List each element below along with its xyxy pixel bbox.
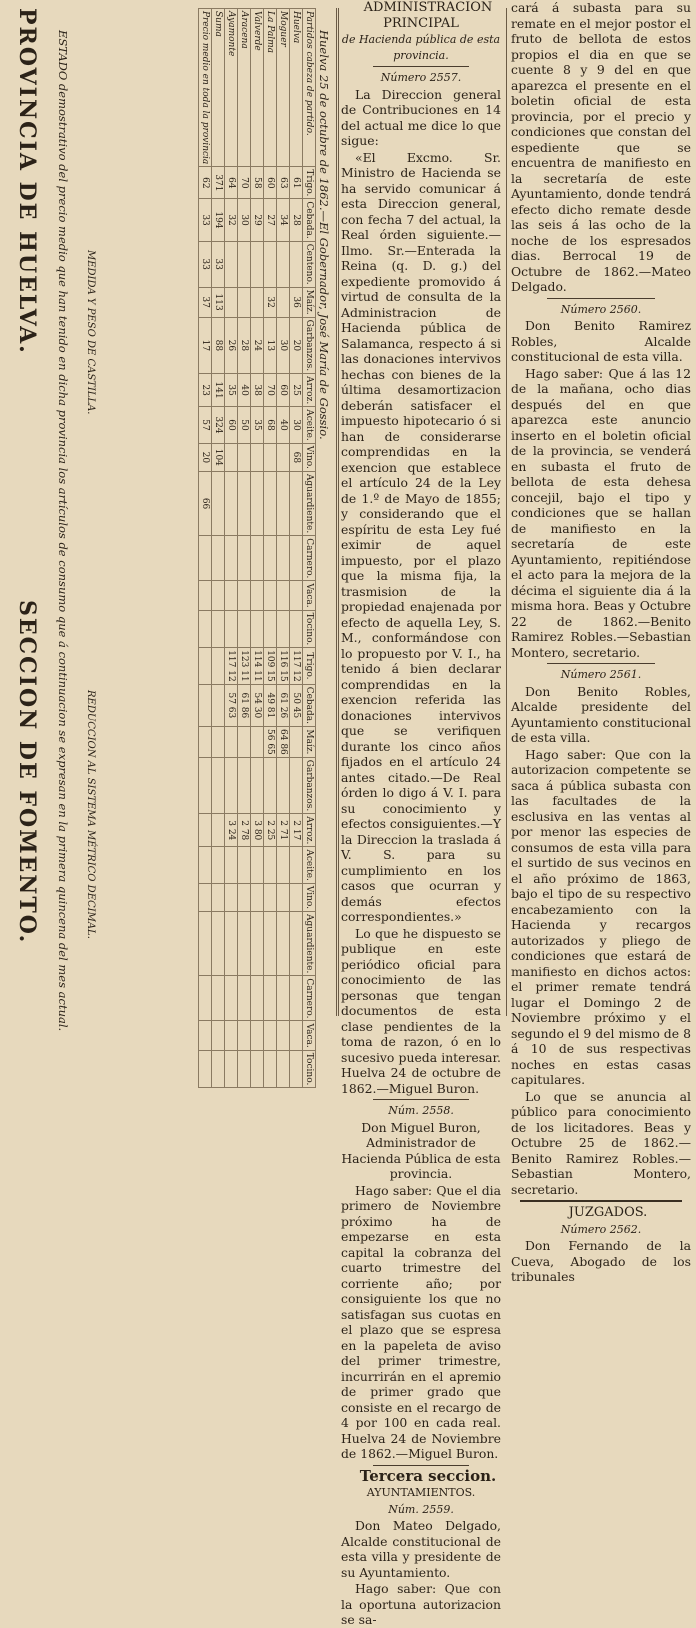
table-cell	[199, 1021, 212, 1050]
table-cell: 30	[277, 317, 290, 373]
notice-2561-body: Hago saber: Que con la autorizacion competente se saca á pública subasta con las facultades de la esclusiva en las ventas al por menor las especies de consumos de esta villa para el surtido de sus vecinos en el año próximo de 1863, bajo el tipo de su respectivo encabezamiento con la Hacienda y recargos autorizados y pliego de condiciones que estará de manifiesto en dichos actos: el primer remate tendrá lugar el Domingo 2 de Noviembre próximo y el segundo el 9 del mismo de 8 á 10 de sus respectivas noches en estas casas capitulares.	[511, 746, 691, 1087]
notice-number-2557: Número 2557.	[380, 71, 462, 84]
table-cell	[277, 912, 290, 976]
table-cell	[212, 847, 225, 884]
table-cell	[277, 883, 290, 911]
table-cell: 40	[238, 374, 251, 407]
table-cell	[199, 727, 212, 758]
divider	[547, 298, 655, 299]
table-cell	[251, 471, 264, 535]
column-header: Aguardiente.	[303, 912, 316, 976]
table-cell	[225, 471, 238, 535]
table-cell: 38	[251, 374, 264, 407]
table-cell	[290, 581, 303, 610]
table-cell	[290, 883, 303, 911]
table-cell	[290, 1021, 303, 1050]
table-cell: 70	[264, 374, 277, 407]
notice-number-2558: Núm. 2558.	[388, 1104, 454, 1117]
notice-2557-close: Lo que he dispuesto se publique en este periódico oficial para conocimiento de las personas que tengan documentos de esta clase pendientes de la toma de razon, ó en lo sucesivo pueda interesar. Huelva 24 de octubre de 1862.—Miguel Buron.	[341, 925, 501, 1096]
notice-2557-intro: La Direccion general de Contribuciones en 14 del actual me dice lo que sigue:	[341, 86, 501, 148]
table-cell	[199, 536, 212, 581]
table-cell: 113	[212, 287, 225, 317]
column-header: Aceite.	[303, 407, 316, 444]
column-header: Trigo.	[303, 167, 316, 199]
column-header: Aguardiente.	[303, 471, 316, 535]
table-cell	[277, 1050, 290, 1088]
divider	[520, 1200, 682, 1202]
table-cell: 20	[199, 443, 212, 471]
table-cell	[238, 443, 251, 471]
table-row	[238, 9, 251, 1088]
table-cell	[238, 287, 251, 317]
table-cell: 116 15	[277, 648, 290, 685]
table-cell: 34	[277, 199, 290, 241]
column-header: Cebada.	[303, 684, 316, 726]
table-cell	[238, 610, 251, 648]
table-cell	[225, 727, 238, 758]
table-cell: 141	[212, 374, 225, 407]
table-cell	[290, 241, 303, 287]
table-cell	[290, 471, 303, 535]
table-cell	[238, 471, 251, 535]
column-header: Tocino.	[303, 610, 316, 648]
notice-2560-body: Hago saber: Que á las 12 de la mañana, ocho dias después del en que aparezca este anuncio inserto en el boletin oficial de la provincia, se venderá en subasta el fruto de bellota de esta dehesa concejil, bajo el tipo y condiciones que se hallan de manifiesto en la secretaría de este Ayuntamiento, repitiéndose el acto para la mejora de la décima el siguiente dia á la misma hora. Beas y Octubre 22 de 1862.—Benito Ramirez Robles.—Sebastian Montero, secretario.	[511, 365, 691, 660]
divider	[373, 66, 469, 67]
column-header: Centeno.	[303, 241, 316, 287]
table-cell: 64 86	[277, 727, 290, 758]
table-cell	[225, 610, 238, 648]
table-cell: 117 12	[290, 648, 303, 685]
table-cell: 61 26	[277, 684, 290, 726]
table-cell	[277, 443, 290, 471]
table-row	[251, 9, 264, 1088]
table-cell: 2 71	[277, 814, 290, 847]
section-title: SECCION DE FOMENTO.	[14, 600, 40, 945]
table-row	[264, 9, 277, 1088]
row-label: Valverde	[251, 9, 264, 167]
table-cell	[264, 757, 277, 813]
table-cell: 60	[277, 374, 290, 407]
table-cell	[251, 976, 264, 1021]
table-cell: 40	[277, 407, 290, 444]
table-cell	[212, 912, 225, 976]
table-cell: 324	[212, 407, 225, 444]
notice-2559-continued: cará á subasta para su remate en el mejor postor el fruto de bellota de estos propios el dia en que se cuente 8 y 9 del en que aparezca el presente en el boletin oficial de esta provincia, por el precio y condiciones que constan del espediente que se encuentra de manifiesto en la secretaría de este Ayuntamiento, donde tendrá efecto dicho remate desde las seis á las ocho de la noche de los espresados dias. Berrocal 19 de Octubre de 1862.—Mateo Delgado.	[511, 0, 691, 294]
table-cell	[277, 1021, 290, 1050]
column-header: Carnero.	[303, 976, 316, 1021]
notice-2561-heading: Don Benito Robles, Alcalde presidente del Ayuntamiento constitucional de esta villa.	[511, 683, 691, 745]
table-cell	[238, 757, 251, 813]
table-cell	[238, 1021, 251, 1050]
table-cell	[251, 610, 264, 648]
table-cell: 70	[238, 167, 251, 199]
table-cell	[238, 847, 251, 884]
table-cell: 50	[238, 407, 251, 444]
table-cell	[199, 610, 212, 648]
table-cell	[238, 536, 251, 581]
column-header: Partidos cabeza de partido.	[303, 9, 316, 167]
table-cell: 32	[225, 199, 238, 241]
table-footer-signature: Huelva 25 de octubre de 1862.—El Gobernador, José María de Gossio.	[317, 30, 331, 440]
divider	[373, 1099, 469, 1100]
table-cell	[238, 883, 251, 911]
table-cell	[264, 581, 277, 610]
column-header: Maíz.	[303, 287, 316, 317]
price-table	[198, 8, 316, 1088]
column-3	[511, 0, 691, 1284]
table-cell	[277, 581, 290, 610]
table-row	[277, 9, 290, 1088]
table-cell: 17	[199, 317, 212, 373]
notice-number-2561: Número 2561.	[560, 668, 642, 681]
table-cell: 24	[251, 317, 264, 373]
table-cell	[277, 287, 290, 317]
table-cell	[212, 1050, 225, 1088]
row-label: Aracena	[238, 9, 251, 167]
table-cell	[277, 757, 290, 813]
table-cell: 62	[199, 167, 212, 199]
table-cell	[225, 912, 238, 976]
table-cell	[264, 1021, 277, 1050]
table-cell	[225, 976, 238, 1021]
juzgados-heading: JUZGADOS.	[568, 1205, 648, 1220]
table-cell: 58	[251, 167, 264, 199]
table-cell	[264, 471, 277, 535]
table-cell	[277, 536, 290, 581]
table-cell	[251, 287, 264, 317]
table-cell	[251, 536, 264, 581]
table-cell	[225, 1050, 238, 1088]
column-2	[341, 0, 501, 1627]
table-cell: 109 15	[264, 648, 277, 685]
table-cell	[225, 443, 238, 471]
table-cell: 66	[199, 471, 212, 535]
table-cell	[251, 757, 264, 813]
table-cell: 57	[199, 407, 212, 444]
table-cell	[264, 883, 277, 911]
table-cell	[251, 883, 264, 911]
ayuntamientos-heading: AYUNTAMIENTOS.	[366, 1486, 476, 1499]
table-cell	[225, 287, 238, 317]
column-header: Aceite.	[303, 847, 316, 884]
notice-2560-heading: Don Benito Ramirez Robles, Alcalde constitucional de esta villa.	[511, 318, 691, 364]
table-cell	[199, 814, 212, 847]
table-cell	[290, 976, 303, 1021]
table-cell	[238, 912, 251, 976]
column-header: Garbanzos.	[303, 317, 316, 373]
table-cell	[251, 727, 264, 758]
table-cell: 33	[199, 241, 212, 287]
table-cell	[212, 684, 225, 726]
table-cell: 29	[251, 199, 264, 241]
table-cell: 61 86	[238, 684, 251, 726]
medida-header: MEDIDA Y PESO DE CASTILLA.	[85, 250, 96, 415]
notice-2557-body: «El Excmo. Sr. Ministro de Hacienda se ha servido comunicar á esta Direccion general, con fecha 7 del actual, la Real órden siguiente.—Ilmo. Sr.—Enterada la Reina (q. D. g.) del expediente promovido á virtud de consulta de la Administracion de Hacienda pública de Salamanca, respecto á si las donaciones intervivos hechas con bienes de la última desamortizacion deberán satisfacer el impuesto hipotecario ó si han de considerarse comprendidas en la exencion que establece el artículo 24 de la Ley de 1.º de Mayo de 1855; y considerando que el espíritu de esta Ley fué eximir de aquel impuesto, por el plazo que la misma fija, la trasmision de la propiedad enajenada por efecto de aquella Ley, S. M., conformándose con lo propuesto por V. I., ha tenido á bien declarar comprendidas en la exencion referida las donaciones intervivos que se verifiquen durante los cinco años fijados en el artículo 24 antes citado.—De Real órden lo digo á V. I. para su conocimiento y efectos consiguientes.—Y la Direccion la traslada á V. S. para su cumplimiento en los casos que ocurran y demás efectos correspondientes.»	[341, 149, 501, 924]
table-cell	[251, 581, 264, 610]
table-cell: 50 45	[290, 684, 303, 726]
table-cell	[290, 847, 303, 884]
table-cell	[212, 727, 225, 758]
table-cell: 60	[225, 407, 238, 444]
table-cell: 20	[290, 317, 303, 373]
table-cell	[251, 847, 264, 884]
column-header: Maíz.	[303, 727, 316, 758]
row-label: Suma	[212, 9, 225, 167]
table-cell: 25	[290, 374, 303, 407]
table-cell	[212, 814, 225, 847]
table-cell	[199, 684, 212, 726]
table-cell	[212, 648, 225, 685]
notice-2558-heading: Don Miguel Buron, Administrador de Hacienda Pública de esta provincia.	[341, 1119, 501, 1181]
table-header-row	[303, 9, 316, 1088]
table-row	[290, 9, 303, 1088]
table-cell	[199, 976, 212, 1021]
column-header: Vaca.	[303, 1021, 316, 1050]
precio-medio-row	[199, 9, 212, 1088]
table-cell	[212, 471, 225, 535]
table-cell: 194	[212, 199, 225, 241]
table-cell: 56 65	[264, 727, 277, 758]
table-cell: 64	[225, 167, 238, 199]
table-cell	[238, 581, 251, 610]
table-cell: 88	[212, 317, 225, 373]
rotated-price-table-area	[0, 0, 336, 1086]
column-header: Garbanzos.	[303, 757, 316, 813]
table-cell: 23	[199, 374, 212, 407]
table-cell	[199, 648, 212, 685]
notice-number-2559: Núm. 2559.	[388, 1502, 454, 1516]
estado-caption: ESTADO demostrativo del precio medio que han tenido en dicha provincia los artículos de consumo que á continuacion se expresan en la primera quincena del mes actual.	[56, 30, 70, 1032]
table-cell: 54 30	[251, 684, 264, 726]
table-cell: 68	[290, 443, 303, 471]
table-cell	[199, 847, 212, 884]
table-cell: 30	[290, 407, 303, 444]
table-cell: 28	[290, 199, 303, 241]
table-cell	[199, 581, 212, 610]
table-cell: 2 78	[238, 814, 251, 847]
column-header: Vaca.	[303, 581, 316, 610]
row-label: Huelva	[290, 9, 303, 167]
table-cell	[290, 536, 303, 581]
column-header: Tocino.	[303, 1050, 316, 1088]
table-cell	[277, 610, 290, 648]
table-cell	[277, 241, 290, 287]
table-cell	[290, 1050, 303, 1088]
notice-2559-body: Hago saber: Que con la oportuna autorizacion se sa-	[341, 1581, 501, 1627]
table-cell	[199, 1050, 212, 1088]
table-cell: 27	[264, 199, 277, 241]
column-header: Trigo.	[303, 648, 316, 685]
suma-row	[212, 9, 225, 1088]
table-cell	[238, 976, 251, 1021]
table-cell	[290, 610, 303, 648]
table-cell: 28	[238, 317, 251, 373]
table-cell: 114 11	[251, 648, 264, 685]
table-cell	[212, 976, 225, 1021]
table-cell	[251, 1021, 264, 1050]
table-cell: 117 12	[225, 648, 238, 685]
table-cell: 371	[212, 167, 225, 199]
table-cell: 3 24	[225, 814, 238, 847]
reduccion-header: REDUCCION AL SISTEMA MÉTRICO DECIMAL.	[85, 690, 96, 939]
table-cell	[264, 536, 277, 581]
admin-heading: ADMINISTRACION PRINCIPAL	[363, 0, 493, 31]
table-cell: 104	[212, 443, 225, 471]
table-cell: 35	[225, 374, 238, 407]
table-cell	[212, 610, 225, 648]
table-cell	[199, 883, 212, 911]
column-header: Cebada.	[303, 199, 316, 241]
table-cell	[264, 443, 277, 471]
table-cell: 57 63	[225, 684, 238, 726]
table-cell	[277, 847, 290, 884]
column-header: Vino.	[303, 883, 316, 911]
table-body	[199, 9, 303, 1088]
table-cell	[264, 912, 277, 976]
row-label: Precio medio en toda la provincia	[199, 9, 212, 167]
table-cell: 35	[251, 407, 264, 444]
table-cell: 32	[264, 287, 277, 317]
table-cell	[238, 1050, 251, 1088]
table-cell	[212, 1021, 225, 1050]
tercera-seccion-heading: Tercera seccion.	[359, 1466, 497, 1485]
notice-2558-body: Hago saber: Que el dia primero de Noviembre próximo ha de empezarse en esta capital la cobranza del cuarto trimestre del corriente año; por consiguiente los que no satisfagan sus cuotas en el plazo que se espresa en la papeleta de aviso del primer trimestre, incurrirán en el apremio de primer grado que consiste en el recargo de 4 por 100 en cada real. Huelva 24 de Noviembre de 1862.—Miguel Buron.	[341, 1182, 501, 1461]
table-cell	[264, 1050, 277, 1088]
table-cell	[212, 883, 225, 911]
table-cell	[264, 976, 277, 1021]
notice-2561-close: Lo que se anuncia al público para conocimiento de los licitadores. Beas y Octubre 25 de 1862.—Benito Ramirez Robles.—Sebastian Montero, secretario.	[511, 1088, 691, 1197]
admin-subheading: de Hacienda pública de esta provincia.	[341, 33, 501, 62]
table-cell: 60	[264, 167, 277, 199]
row-label: Moguer	[277, 9, 290, 167]
table-cell	[225, 757, 238, 813]
table-cell	[251, 241, 264, 287]
table-cell: 49 81	[264, 684, 277, 726]
table-cell	[199, 757, 212, 813]
table-cell: 36	[290, 287, 303, 317]
table-cell	[290, 912, 303, 976]
table-cell: 33	[212, 241, 225, 287]
column-header: Carnero.	[303, 536, 316, 581]
table-cell: 123 11	[238, 648, 251, 685]
column-header: Vino.	[303, 443, 316, 471]
table-cell	[251, 1050, 264, 1088]
table-cell: 33	[199, 199, 212, 241]
table-cell: 26	[225, 317, 238, 373]
table-cell: 2 25	[264, 814, 277, 847]
table-cell: 63	[277, 167, 290, 199]
table-cell: 37	[199, 287, 212, 317]
table-cell	[251, 912, 264, 976]
table-cell	[264, 610, 277, 648]
column-divider	[336, 8, 339, 1016]
table-cell	[238, 241, 251, 287]
notice-number-2560: Número 2560.	[560, 302, 642, 316]
table-cell: 3 80	[251, 814, 264, 847]
table-cell: 61	[290, 167, 303, 199]
table-cell	[212, 581, 225, 610]
table-cell	[225, 847, 238, 884]
table-cell: 13	[264, 317, 277, 373]
table-cell	[277, 471, 290, 535]
table-cell	[212, 536, 225, 581]
divider	[547, 663, 655, 664]
table-cell: 68	[264, 407, 277, 444]
notice-2559-heading: Don Mateo Delgado, Alcalde constitucional de esta villa y presidente de su Ayuntamiento.	[341, 1518, 501, 1580]
row-label: La Palma	[264, 9, 277, 167]
divider	[373, 1465, 469, 1466]
table-cell	[238, 727, 251, 758]
column-divider	[506, 8, 507, 1016]
column-header: Arroz.	[303, 374, 316, 407]
table-cell	[225, 536, 238, 581]
table-cell	[212, 757, 225, 813]
province-title: PROVINCIA DE HUELVA.	[14, 8, 40, 355]
table-row	[225, 9, 238, 1088]
table-cell	[264, 847, 277, 884]
table-cell: 30	[238, 199, 251, 241]
table-cell	[225, 581, 238, 610]
notice-2562-heading: Don Fernando de la Cueva, Abogado de los tribunales	[511, 1238, 691, 1284]
table-cell	[264, 241, 277, 287]
table-cell	[290, 727, 303, 758]
row-label: Ayamonte	[225, 9, 238, 167]
column-header: Arroz.	[303, 814, 316, 847]
table-cell	[225, 1021, 238, 1050]
table-cell	[199, 912, 212, 976]
table-cell: 2 17	[290, 814, 303, 847]
table-cell	[225, 883, 238, 911]
notice-number-2562: Número 2562.	[560, 1222, 642, 1236]
table-cell	[251, 443, 264, 471]
table-cell	[225, 241, 238, 287]
table-cell	[277, 976, 290, 1021]
table-cell	[290, 757, 303, 813]
